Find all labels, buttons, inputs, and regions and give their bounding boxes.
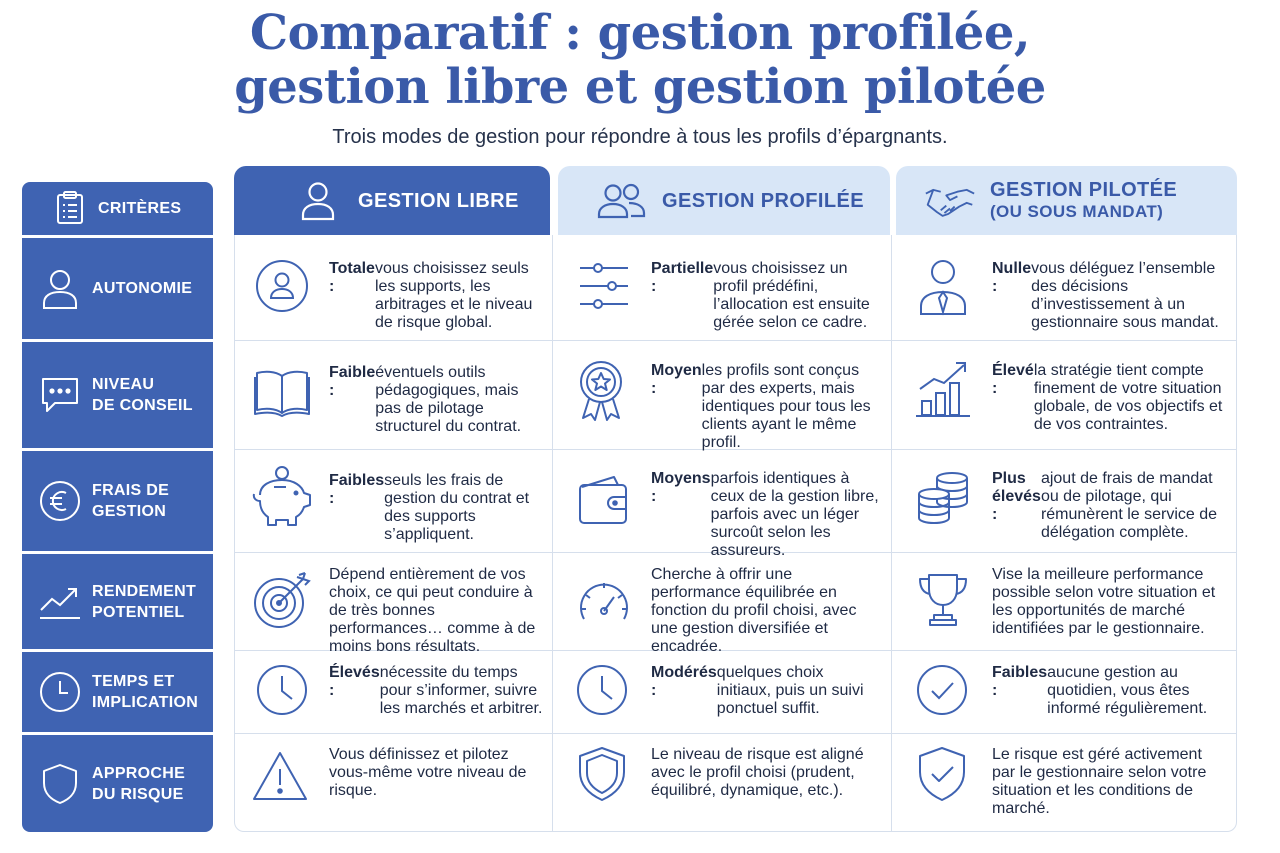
cell-text: Vous définissez et pilotez vous-même votre niveau de risque.	[329, 746, 527, 799]
book-icon	[252, 362, 312, 422]
trophy-icon	[913, 570, 973, 630]
column-divider	[552, 235, 553, 832]
criterion-label: NIVEAU	[92, 376, 155, 393]
cell-text: Nulle : vous déléguez l’ensemble des décisions d’investissement à un gestionnaire sous mandat.	[992, 260, 1219, 331]
column-header-label: GESTION PILOTÉE	[990, 178, 1178, 201]
shield-check-icon	[912, 744, 972, 804]
criterion-autonomie	[22, 238, 213, 339]
trend-up-icon	[36, 578, 84, 626]
cell-text: Faible : éventuels outils pédagogiques, mais pas de pilotage structurel du contrat.	[329, 364, 522, 435]
chat-icon	[36, 371, 84, 419]
piggy-bank-icon	[248, 464, 314, 530]
criteria-header-label: CRITÈRES	[98, 200, 182, 217]
criterion-conseil: NIVEAU DE CONSEIL	[22, 342, 213, 448]
column-header-sublabel: (OU SOUS MANDAT)	[990, 201, 1164, 221]
column-header-pilotee	[896, 166, 1237, 235]
cell-text: Plus élevés : ajout de frais de mandat ou de pilotage, qui rémunèrent le service de délégation complète.	[992, 470, 1218, 541]
user-icon	[36, 265, 84, 313]
row-divider	[234, 340, 1237, 341]
shield-icon	[36, 760, 84, 808]
criterion-temps: TEMPS ET IMPLICATION	[22, 652, 213, 732]
criteria-header	[22, 182, 213, 235]
cell-text: Faibles : aucune gestion au quotidien, vous êtes informé régulièrement.	[992, 664, 1208, 717]
coins-icon	[913, 468, 973, 528]
cell-text: Élevés : nécessite du temps pour s’informer, suivre les marchés et arbitrer.	[329, 664, 543, 717]
growth-chart-icon	[913, 358, 973, 418]
cell-text: Partielle : vous choisissez un profil prédéfini, l’allocation est ensuite gérée selon ce cadre.	[651, 260, 870, 331]
page-title	[0, 6, 1280, 114]
cell-text: Vise la meilleure performance possible selon votre situation et les opportunités de marché identifiées par le gestionnaire.	[992, 566, 1216, 637]
manager-icon	[913, 256, 973, 316]
criterion-label: AUTONOMIE	[92, 280, 193, 297]
sliders-icon	[574, 256, 634, 316]
cell-text: Faibles : seuls les frais de gestion du contrat et des supports s’appliquent.	[329, 472, 530, 543]
column-divider	[891, 235, 892, 832]
euro-icon	[36, 477, 84, 525]
handshake-icon	[924, 179, 976, 223]
award-icon	[571, 360, 631, 420]
wallet-icon	[574, 470, 634, 530]
cell-text: Le niveau de risque est aligné avec le profil choisi (prudent, équilibré, dynamique, etc.).	[651, 746, 864, 799]
clock-icon	[252, 660, 312, 720]
clipboard-icon	[56, 191, 88, 227]
cell-text: Moyens : parfois identiques à ceux de la gestion libre, parfois avec un léger surcoût selon les assureurs.	[651, 470, 879, 559]
page-subtitle: Trois modes de gestion pour répondre à tous les profils d’épargnants.	[332, 126, 948, 148]
cell-text: Élevé : la stratégie tient compte finement de votre situation globale, de vos objectifs et de vos contraintes.	[992, 362, 1223, 433]
title-line-2: gestion libre et gestion pilotée	[234, 59, 1046, 115]
users-icon	[596, 179, 648, 223]
column-header-libre	[234, 166, 550, 235]
cell-text: Moyen : les profils sont conçus par des experts, mais identiques pour tous les clients ayant le même profil.	[651, 362, 871, 451]
cell-text: Modérés : quelques choix initiaux, puis un suivi ponctuel suffit.	[651, 664, 864, 717]
criterion-label: APPROCHE	[92, 764, 186, 782]
shield-icon	[572, 744, 632, 804]
criterion-label: TEMPS ET	[92, 673, 175, 690]
column-header-profilee	[558, 166, 890, 235]
check-circle-icon	[912, 660, 972, 720]
clock-icon	[572, 660, 632, 720]
criterion-risque: APPROCHE DU RISQUE	[22, 735, 213, 832]
criterion-frais: FRAIS DE GESTION	[22, 451, 213, 551]
cell-text: Totale : vous choisissez seuls les supports, les arbitrages et le niveau de risque global.	[329, 260, 533, 331]
row-divider	[234, 733, 1237, 734]
warning-icon	[250, 746, 310, 806]
clock-icon	[36, 668, 84, 716]
gauge-icon	[574, 572, 634, 632]
criteria-column	[22, 182, 213, 832]
criterion-rendement: RENDEMENT POTENTIEL	[22, 554, 213, 649]
cell-text: Le risque est géré activement par le gestionnaire selon votre situation et les conditions de marché.	[992, 746, 1207, 817]
user-icon	[292, 179, 344, 223]
target-icon	[252, 570, 312, 630]
cell-text: Dépend entièrement de vos choix, ce qui peut conduire à de très bonnes performances… comme à de moins bons résultats.	[329, 566, 536, 655]
column-header-label: GESTION LIBRE	[358, 189, 519, 212]
title-line-1: Comparatif : gestion profilée,	[249, 5, 1031, 61]
criterion-label: FRAIS DE	[92, 482, 170, 499]
cell-text: Cherche à offrir une performance équilibrée en fonction du profil choisi, avec une gestion diversifiée et encadrée.	[651, 566, 857, 655]
criterion-label: RENDEMENT	[92, 582, 197, 600]
column-header-label: GESTION PROFILÉE	[662, 189, 864, 212]
user-circle-icon	[252, 256, 312, 316]
